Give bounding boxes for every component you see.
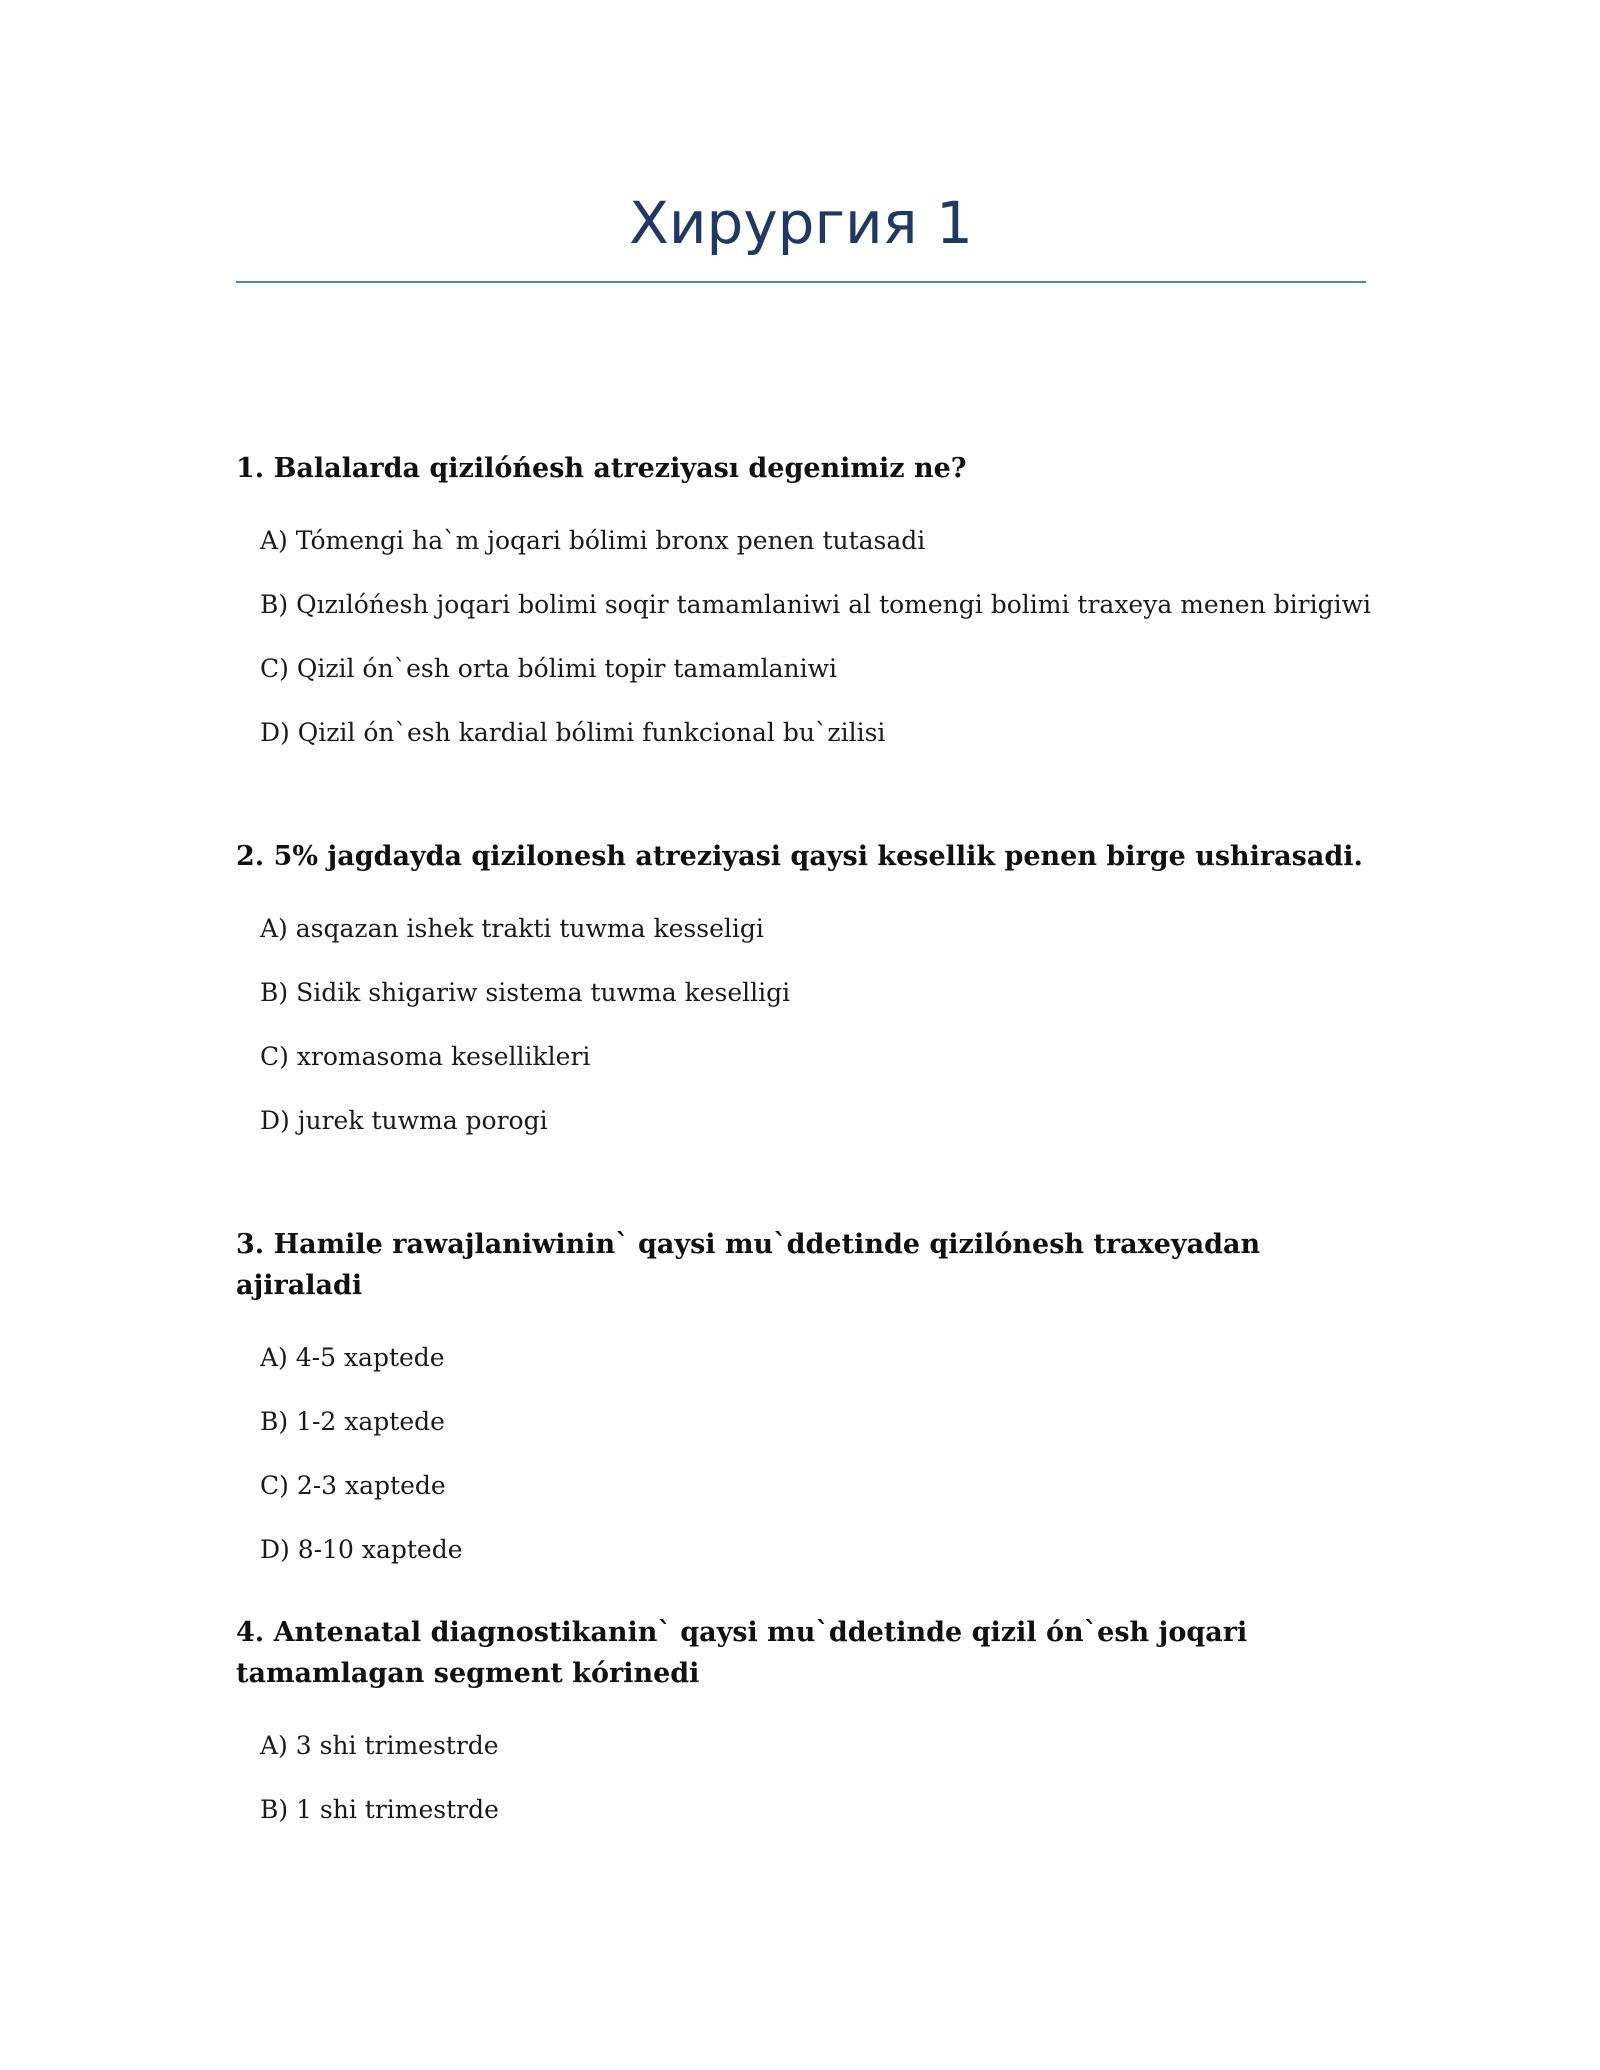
title-underline bbox=[236, 281, 1366, 283]
answer-option-a: A) 4-5 xaptede bbox=[260, 1343, 445, 1372]
document-title: Хирургия 1 bbox=[629, 189, 973, 257]
answer-option-c: C) xromasoma kesellikleri bbox=[260, 1042, 591, 1071]
answer-option-b: B) 1 shi trimestrde bbox=[260, 1795, 499, 1824]
answer-options bbox=[236, 509, 1371, 765]
answer-option-a: A) 3 shi trimestrde bbox=[260, 1731, 499, 1760]
answer-option-c: C) Qizil ón`esh orta bólimi topir tamamlaniwi bbox=[260, 654, 838, 683]
question-text: 1. Balalarda qizilóńesh atreziyası degenimiz ne? bbox=[236, 453, 967, 484]
answer-option-b: B) 1-2 xaptede bbox=[260, 1407, 445, 1436]
answer-option-d: D) 8-10 xaptede bbox=[260, 1535, 463, 1564]
question-2 bbox=[236, 836, 1366, 1153]
question-text: 4. Antenatal diagnostikanin` qaysi mu`ddetinde qizil ón`esh joqari tamamlagan segment kórinedi bbox=[236, 1617, 1248, 1689]
question-1 bbox=[236, 448, 1371, 765]
answer-option-c: C) 2-3 xaptede bbox=[260, 1471, 446, 1500]
answer-option-b: B) Sidik shigariw sistema tuwma keselligi bbox=[260, 978, 791, 1007]
question-3 bbox=[236, 1224, 1366, 1582]
answer-option-d: D) jurek tuwma porogi bbox=[260, 1106, 548, 1135]
answer-options bbox=[236, 1326, 1366, 1582]
answer-option-a: A) Tómengi ha`m joqari bólimi bronx penen tutasadi bbox=[260, 526, 926, 555]
question-4 bbox=[236, 1612, 1366, 1842]
answer-option-a: A) asqazan ishek trakti tuwma kesseligi bbox=[260, 914, 764, 943]
answer-options bbox=[236, 1714, 1366, 1842]
answer-option-b: B) Qızılóńesh joqari bolimi soqir tamamlaniwi al tomengi bolimi traxeya menen birigiwi bbox=[260, 590, 1371, 619]
answer-option-d: D) Qizil ón`esh kardial bólimi funkcional bu`zilisi bbox=[260, 718, 886, 747]
question-text: 2. 5% jagdayda qizilonesh atreziyasi qaysi kesellik penen birge ushirasadi. bbox=[236, 841, 1363, 872]
answer-options bbox=[236, 897, 1366, 1153]
question-text: 3. Hamile rawajlaniwinin` qaysi mu`ddetinde qizilónesh traxeyadan ajiraladi bbox=[236, 1229, 1261, 1301]
